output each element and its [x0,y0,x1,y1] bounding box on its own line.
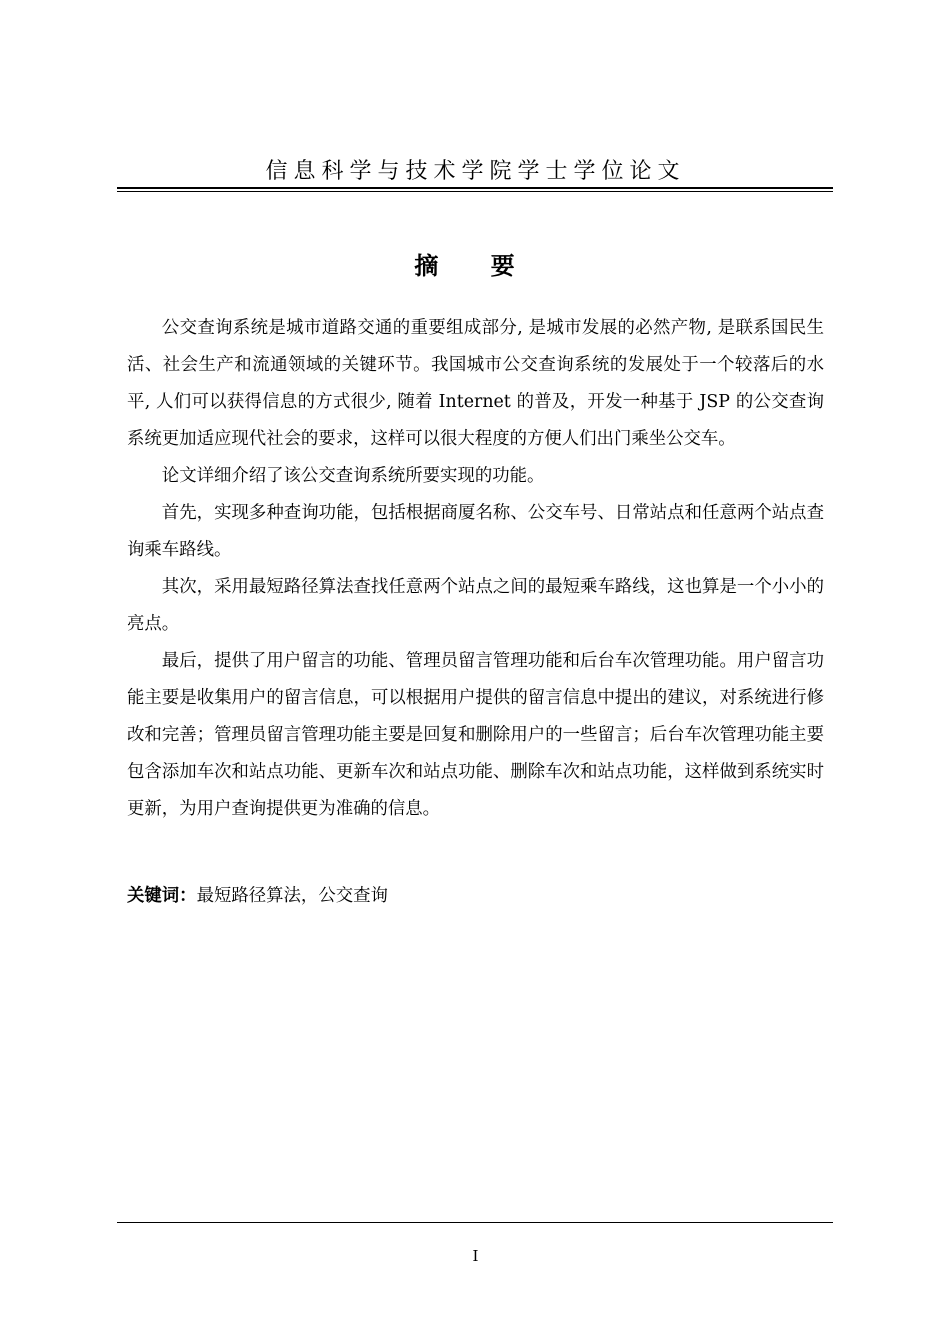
keywords-value: 最短路径算法，公交查询 [196,886,388,906]
header-rule-thick [117,187,833,189]
abstract-paragraph: 首先，实现多种查询功能，包括根据商厦名称、公交车号、日常站点和任意两个站点查询乘车路线。 [127,503,824,560]
abstract-paragraph: 其次，采用最短路径算法查找任意两个站点之间的最短乘车路线，这也算是一个小小的亮点。 [127,577,824,634]
abstract-paragraph: 最后，提供了用户留言的功能、管理员留言管理功能和后台车次管理功能。用户留言功能主要是收集用户的留言信息，可以根据用户提供的留言信息中提出的建议，对系统进行修改和完善；管理员留言管理功能主要是回复和删除用户的一些留言；后台车次管理功能主要包含添加车次和站点功能、更新车次和站点功能、删除车次和站点功能，这样做到系统实时更新，为用户查询提供更为准确的信息。 [127,651,824,819]
keywords-line [127,881,824,911]
abstract-body [127,310,824,828]
page-header-title: 信息科学与技术学院学士学位论文 [265,159,686,184]
keywords-label: 关键词： [127,886,197,906]
page-number: I [472,1247,479,1265]
abstract-paragraph: 论文详细介绍了该公交查询系统所要实现的功能。 [161,466,545,486]
abstract-title: 摘 要 [414,252,537,280]
footer-rule [117,1222,833,1223]
abstract-paragraph: 公交查询系统是城市道路交通的重要组成部分, 是城市发展的必然产物, 是联系国民生活、社会生产和流通领域的关键环节。我国城市公交查询系统的发展处于一个较落后的水平, 人们可以获得信息的方式很少, 随着 Internet 的普及，开发一种基于 JSP 的公交查询系统更加适应现代社会的要求，这样可以很大程度的方便人们出门乘坐公交车。 [127,318,824,449]
header-rule-thin [117,191,833,192]
